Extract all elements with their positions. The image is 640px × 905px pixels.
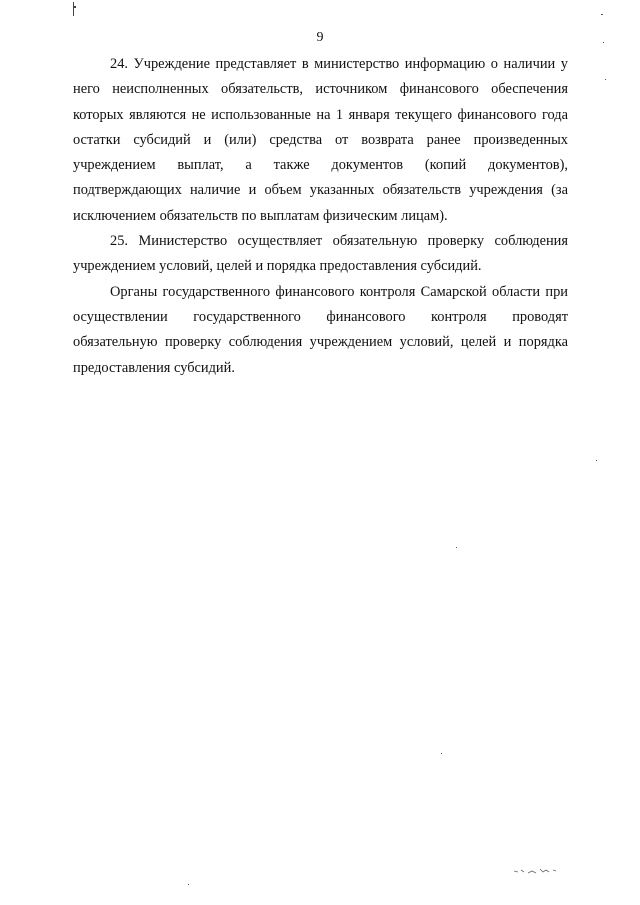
scan-speck (603, 42, 604, 43)
document-body (73, 44, 568, 381)
scan-speck (601, 14, 603, 15)
scan-speck (596, 460, 597, 461)
scan-mark-dot (74, 6, 76, 8)
paragraph-25: 25. Министерство осуществляет обязательную проверку соблюдения учреждением условий, целей и порядка предоставления субсидий. (73, 233, 568, 275)
scan-speck (441, 753, 442, 754)
scan-speck (605, 79, 606, 80)
scan-speck (188, 884, 189, 885)
scan-speck (456, 547, 457, 548)
paragraph-24: 24. Учреждение представляет в министерство информацию о наличии у него неисполненных обязательств, источником финансового обеспечения которых являются не использованные на 1 января текущего финансового года остатки субсидий и (или) средства от возврата ранее произведенных учреждением выплат, а также документов (копий документов), подтверждающих наличие и объем указанных обязательств учреждения (за исключением обязательств по выплатам физическим лицам). (73, 56, 568, 224)
page-number: 9 (316, 30, 324, 45)
paragraph-control-bodies: Органы государственного финансового контроля Самарской области при осуществлении государственного финансового контроля проводят обязательную проверку соблюдения учреждением условий, целей и порядка предоставления субсидий. (73, 283, 568, 376)
scan-scribble (512, 865, 562, 875)
scan-mark (73, 2, 74, 16)
